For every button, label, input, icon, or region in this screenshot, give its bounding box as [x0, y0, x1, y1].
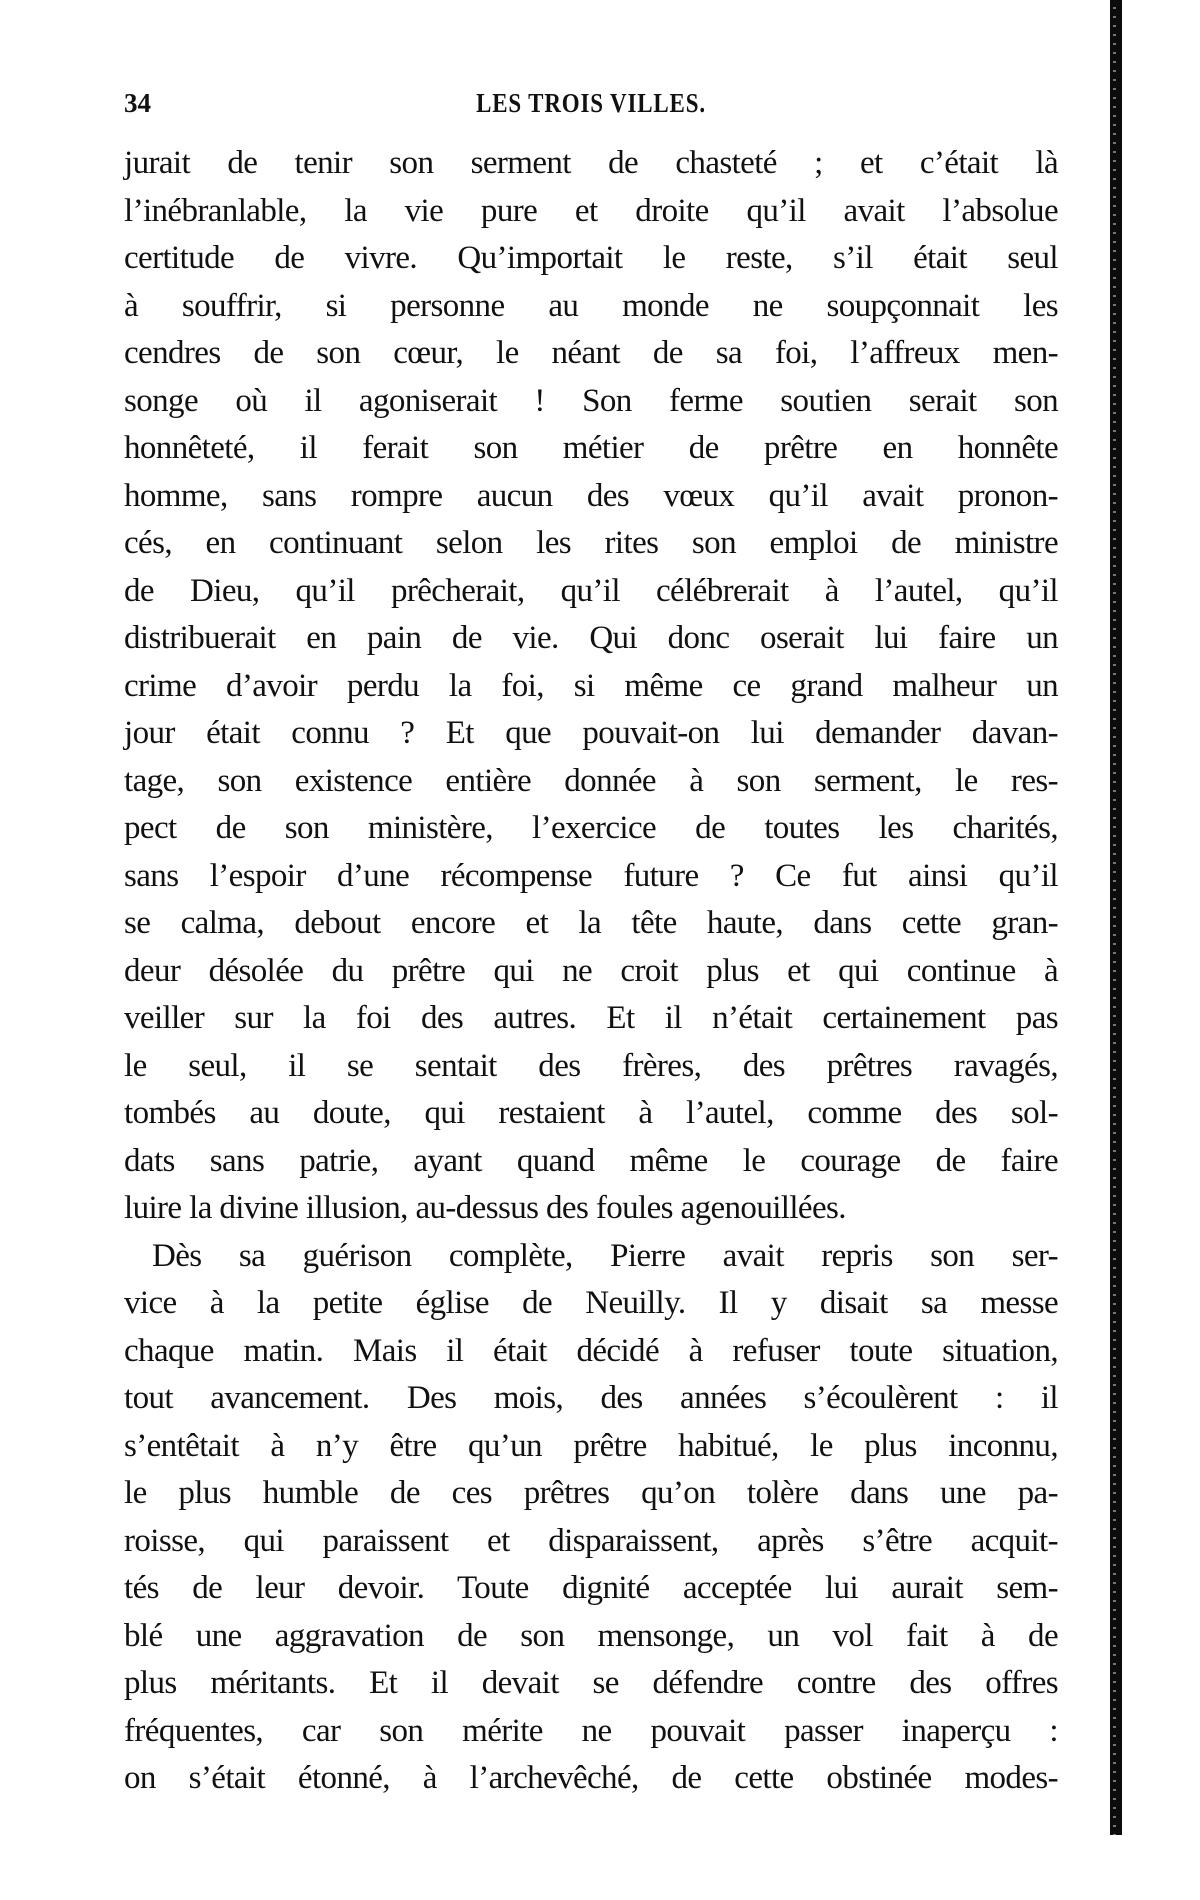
text-line: crime d’avoir perdu la foi, si même ce grand malheur un — [124, 667, 1058, 704]
text-line: se calma, debout encore et la tête haute, dans cette gran- — [124, 905, 1058, 941]
text-line: tombés au doute, qui restaient à l’autel, comme des sol- — [124, 1095, 1058, 1131]
text-line: chaque matin. Mais il était décidé à refuser toute situation, — [124, 1332, 1058, 1369]
text-line: songe où il agoniserait ! Son ferme soutien serait son — [124, 382, 1058, 419]
text-line: cendres de son cœur, le néant de sa foi, l’affreux men- — [124, 335, 1058, 371]
text-line: de Dieu, qu’il prêcherait, qu’il célébrerait à l’autel, qu’il — [124, 572, 1058, 609]
text-line: veiller sur la foi des autres. Et il n’était certainement pas — [124, 1000, 1058, 1036]
page-number: 34 — [124, 88, 151, 118]
text-line: vice à la petite église de Neuilly. Il y disait sa messe — [124, 1285, 1058, 1321]
text-line: luire la divine illusion, au-dessus des foules agenouillées. — [124, 1190, 846, 1226]
text-line: à souffrir, si personne au monde ne soupçonnait les — [124, 287, 1058, 324]
text-line: on s’était étonné, à l’archevêché, de cette obstinée modes- — [124, 1760, 1058, 1796]
text-line: tout avancement. Des mois, des années s’écoulèrent : il — [124, 1380, 1058, 1416]
running-title: LES TROIS VILLES. — [476, 88, 706, 118]
text-line: l’inébranlable, la vie pure et droite qu’il avait l’absolue — [124, 192, 1058, 229]
text-line: pect de son ministère, l’exercice de toutes les charités, — [124, 810, 1058, 846]
text-line: roisse, qui paraissent et disparaissent, après s’être acquit- — [124, 1522, 1058, 1559]
text-line: dats sans patrie, ayant quand même le courage de faire — [124, 1142, 1058, 1179]
text-line: s’entêtait à n’y être qu’un prêtre habitué, le plus inconnu, — [124, 1427, 1058, 1464]
text-line: le seul, il se sentait des frères, des prêtres ravagés, — [124, 1047, 1058, 1084]
text-line: tés de leur devoir. Toute dignité acceptée lui aurait sem- — [124, 1570, 1058, 1606]
text-line: jurait de tenir son serment de chasteté ; et c’était là — [124, 145, 1058, 181]
text-line: distribuerait en pain de vie. Qui donc oserait lui faire un — [124, 620, 1058, 656]
text-line: blé une aggravation de son mensonge, un vol fait à de — [124, 1617, 1058, 1654]
text-line: homme, sans rompre aucun des vœux qu’il avait pronon- — [124, 477, 1058, 514]
body-text — [124, 140, 1058, 1803]
text-line: le plus humble de ces prêtres qu’on tolère dans une pa- — [124, 1475, 1058, 1511]
text-line: tage, son existence entière donnée à son serment, le res- — [124, 762, 1058, 799]
text-line: certitude de vivre. Qu’importait le reste, s’il était seul — [124, 240, 1058, 276]
text-line: cés, en continuant selon les rites son emploi de ministre — [124, 525, 1058, 561]
text-line: Dès sa guérison complète, Pierre avait repris son ser- — [152, 1237, 1058, 1274]
text-line: jour était connu ? Et que pouvait-on lui demander davan- — [124, 715, 1058, 751]
text-line: sans l’espoir d’une récompense future ? Ce fut ainsi qu’il — [124, 857, 1058, 894]
text-line: deur désolée du prêtre qui ne croit plus et qui continue à — [124, 952, 1058, 989]
page-header — [124, 88, 1058, 124]
text-line: fréquentes, car son mérite ne pouvait passer inaperçu : — [124, 1712, 1058, 1749]
text-line: honnêteté, il ferait son métier de prêtre en honnête — [124, 430, 1058, 466]
text-line: plus méritants. Et il devait se défendre contre des offres — [124, 1665, 1058, 1701]
scan-edge-bar — [1110, 0, 1122, 1835]
